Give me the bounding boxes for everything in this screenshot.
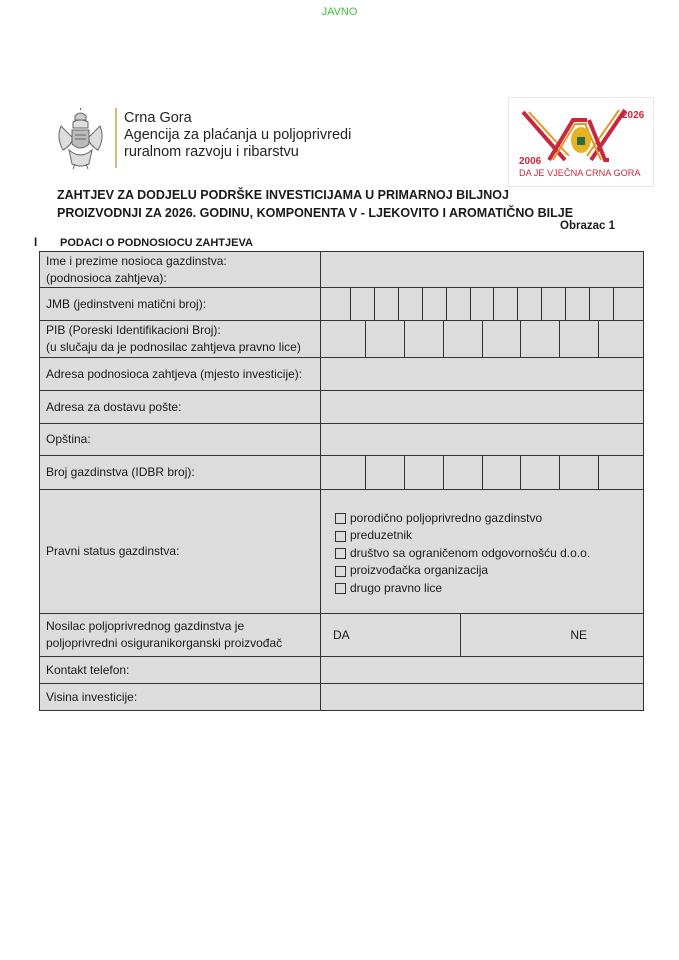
- org-agency-line1: Agencija za plaćanja u poljoprivredi: [124, 127, 352, 143]
- document-title: [57, 186, 573, 222]
- classification-label: JAVNO: [321, 6, 358, 18]
- yes-option[interactable]: DA: [327, 614, 461, 656]
- org-country: Crna Gora: [124, 110, 192, 126]
- jmb-cell[interactable]: [399, 288, 423, 320]
- row-investment: [40, 684, 644, 711]
- phone-field[interactable]: [321, 657, 644, 684]
- form-number: Obrazac 1: [560, 220, 615, 232]
- idbr-cell[interactable]: [405, 456, 444, 489]
- logo-divider: [115, 108, 117, 168]
- row-address: [40, 358, 644, 391]
- phone-label: Kontakt telefon:: [40, 657, 321, 684]
- pib-cell[interactable]: [444, 321, 483, 357]
- idbr-cell[interactable]: [327, 456, 366, 489]
- insured-label: [40, 614, 321, 657]
- pib-cell[interactable]: [366, 321, 405, 357]
- no-option[interactable]: NE: [570, 627, 587, 642]
- idbr-cell[interactable]: [366, 456, 405, 489]
- option-label: društvo sa ograničenom odgovornošću d.o.o.: [350, 545, 591, 560]
- jmb-cell[interactable]: [351, 288, 375, 320]
- insured-label-line2: poljoprivredni osiguranikorganski proizvođač: [46, 636, 283, 650]
- jmb-cell[interactable]: [471, 288, 495, 320]
- jmb-digit-cells[interactable]: [327, 288, 637, 320]
- legal-status-option-family-farm[interactable]: [335, 510, 637, 528]
- jmb-label: JMB (jedinstveni matični broj):: [40, 288, 321, 321]
- pib-field[interactable]: [321, 321, 644, 358]
- municipality-label: Opština:: [40, 424, 321, 456]
- jmb-cell[interactable]: [447, 288, 471, 320]
- jmb-cell[interactable]: [542, 288, 566, 320]
- municipality-field[interactable]: [321, 424, 644, 456]
- row-pib: [40, 321, 644, 358]
- pib-cell[interactable]: [327, 321, 366, 357]
- org-agency-line2: ruralnom razvoju i ribarstvu: [124, 144, 299, 160]
- row-insured: [40, 614, 644, 657]
- row-mail-address: [40, 391, 644, 424]
- legal-status-label: Pravni status gazdinstva:: [40, 490, 321, 614]
- legal-status-option-llc[interactable]: [335, 545, 637, 563]
- jmb-cell[interactable]: [375, 288, 399, 320]
- checkbox[interactable]: [335, 566, 346, 577]
- jmb-cell[interactable]: [590, 288, 614, 320]
- pib-label-line2: (u slučaju da je podnosilac zahtjeva pravno lice): [46, 340, 301, 354]
- name-field[interactable]: [321, 252, 644, 288]
- pib-cell[interactable]: [405, 321, 444, 357]
- pib-cell[interactable]: [560, 321, 599, 357]
- organization-name: [124, 110, 351, 161]
- option-label: preduzetnik: [350, 528, 413, 543]
- name-label-line1: Ime i prezime nosioca gazdinstva:: [46, 253, 227, 268]
- idbr-digit-cells[interactable]: [327, 456, 637, 489]
- insured-choice: [321, 614, 644, 657]
- option-label: proizvođačka organizacija: [350, 563, 489, 578]
- idbr-cell[interactable]: [599, 456, 637, 489]
- checkbox[interactable]: [335, 583, 346, 594]
- idbr-cell[interactable]: [483, 456, 522, 489]
- legal-status-option-other-legal[interactable]: [335, 580, 637, 598]
- jmb-cell[interactable]: [518, 288, 542, 320]
- checkbox[interactable]: [335, 548, 346, 559]
- year-start: 2006: [519, 156, 542, 167]
- pib-digit-cells[interactable]: [327, 321, 637, 357]
- idbr-field[interactable]: [321, 456, 644, 490]
- title-line-1: ZAHTJEV ZA DODJELU PODRŠKE INVESTICIJAMA U PRIMARNOJ BILJNOJ: [57, 188, 509, 202]
- pib-label: [40, 321, 321, 358]
- idbr-cell[interactable]: [521, 456, 560, 489]
- pib-cell[interactable]: [599, 321, 637, 357]
- name-label-line2: (podnosioca zahtjeva):: [46, 270, 167, 285]
- anniversary-emblem-icon: [509, 98, 653, 186]
- row-idbr: [40, 456, 644, 490]
- jmb-field[interactable]: [321, 288, 644, 321]
- mail-address-field[interactable]: [321, 391, 644, 424]
- jmb-cell[interactable]: [423, 288, 447, 320]
- checkbox[interactable]: [335, 513, 346, 524]
- idbr-label: Broj gazdinstva (IDBR broj):: [40, 456, 321, 490]
- mail-address-label: Adresa za dostavu pošte:: [40, 391, 321, 424]
- legal-status-option-producer-org[interactable]: [335, 562, 637, 580]
- jmb-cell[interactable]: [494, 288, 518, 320]
- checkbox[interactable]: [335, 531, 346, 542]
- coat-of-arms-icon: [53, 108, 108, 170]
- row-jmb: [40, 288, 644, 321]
- row-municipality: [40, 424, 644, 456]
- jmb-cell[interactable]: [327, 288, 351, 320]
- investment-field[interactable]: [321, 684, 644, 711]
- section-title: PODACI O PODNOSIOCU ZAHTJEVA: [60, 237, 253, 249]
- applicant-form-table: [39, 251, 644, 711]
- address-label: Adresa podnosioca zahtjeva (mjesto investicije):: [40, 358, 321, 391]
- address-field[interactable]: [321, 358, 644, 391]
- legal-status-options: [321, 490, 644, 614]
- option-label: porodično poljoprivredno gazdinstvo: [350, 510, 543, 525]
- investment-label: Visina investicije:: [40, 684, 321, 711]
- idbr-cell[interactable]: [444, 456, 483, 489]
- name-label: [40, 252, 321, 288]
- title-line-2: PROIZVODNJI ZA 2026. GODINU, KOMPONENTA V - LJEKOVITO I AROMATIČNO BILJE: [57, 206, 574, 220]
- pib-label-line1: PIB (Poreski Identifikacioni Broj):: [46, 323, 221, 337]
- year-end: 2026: [622, 110, 645, 121]
- anniversary-logo: [508, 97, 654, 187]
- section-number: I: [34, 237, 38, 249]
- idbr-cell[interactable]: [560, 456, 599, 489]
- insured-label-line1: Nosilac poljoprivrednog gazdinstva je: [46, 619, 245, 633]
- jmb-cell[interactable]: [614, 288, 637, 320]
- jmb-cell[interactable]: [566, 288, 590, 320]
- legal-status-option-entrepreneur[interactable]: [335, 527, 637, 545]
- pib-cell[interactable]: [483, 321, 522, 357]
- row-name: [40, 252, 644, 288]
- anniversary-motto: DA JE VJEČNA CRNA GORA: [519, 168, 641, 178]
- pib-cell[interactable]: [521, 321, 560, 357]
- row-legal-status: [40, 490, 644, 614]
- row-phone: [40, 657, 644, 684]
- option-label: drugo pravno lice: [350, 580, 443, 595]
